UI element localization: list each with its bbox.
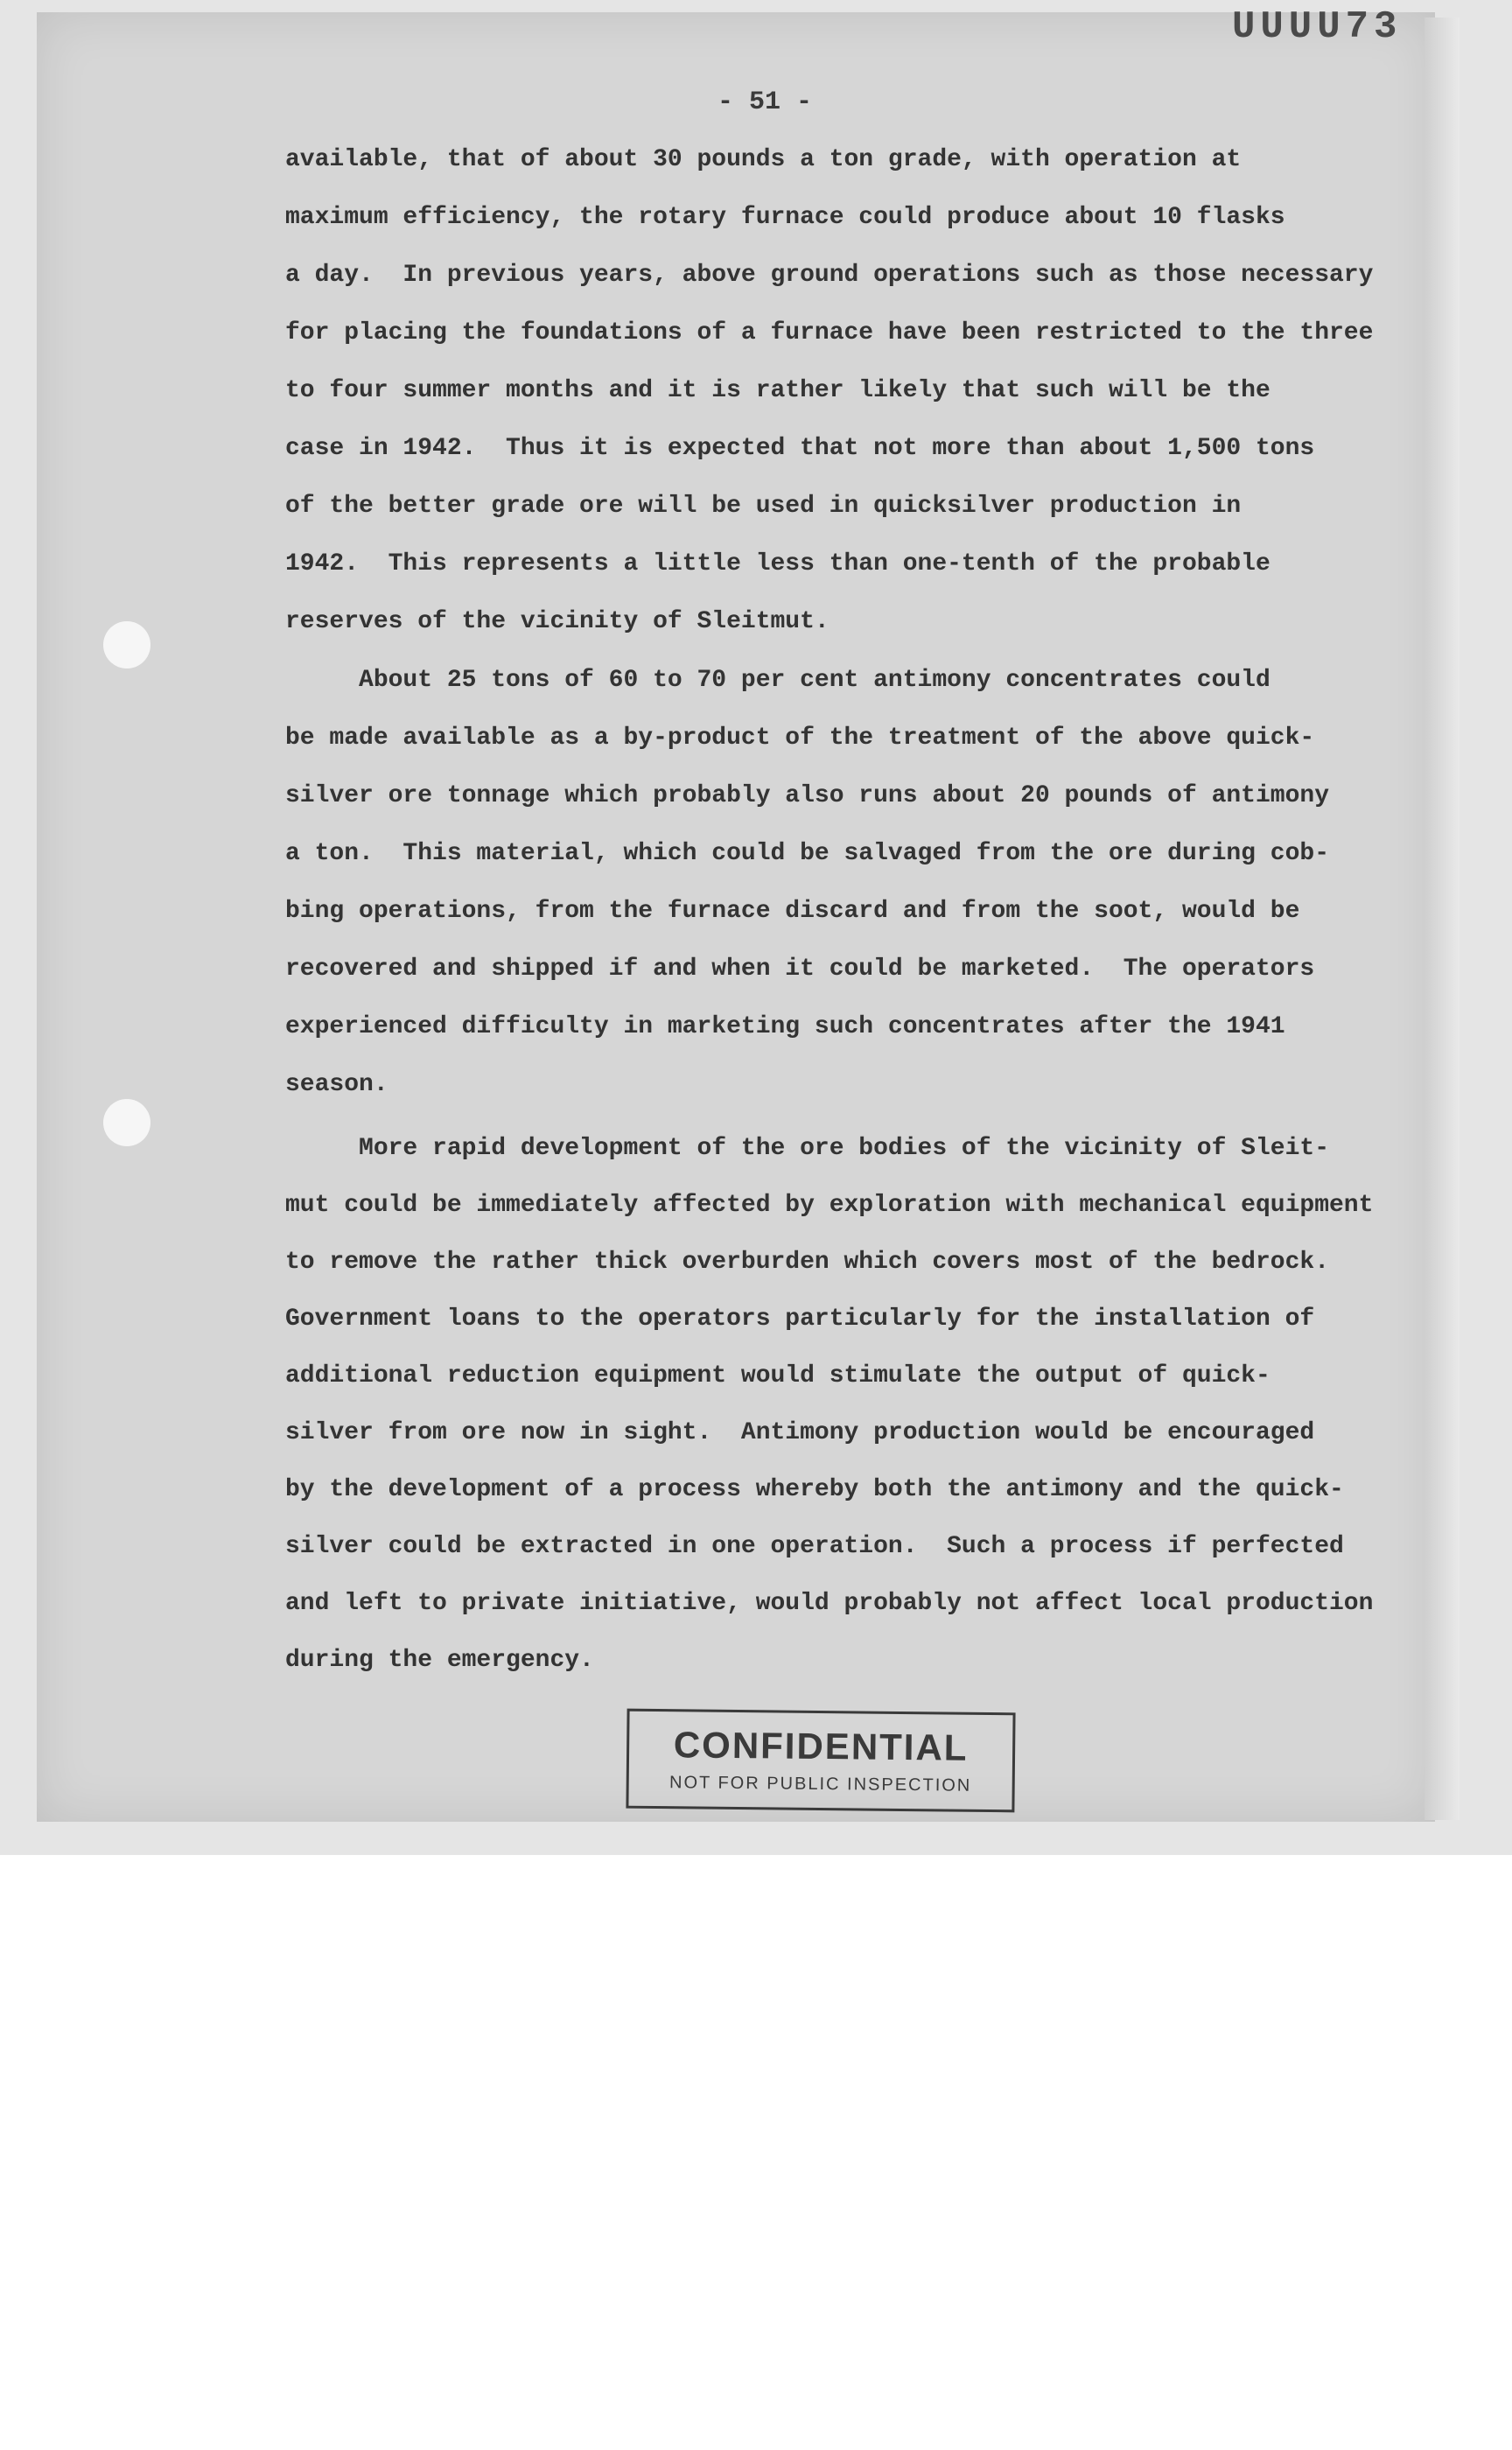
- text-line: recovered and shipped if and when it could be marketed. The operators: [285, 956, 1315, 983]
- text-line: About 25 tons of 60 to 70 per cent antimony concentrates could: [285, 667, 1270, 694]
- text-line: a day. In previous years, above ground operations such as those necessary: [285, 262, 1374, 289]
- text-line: and left to private initiative, would probably not affect local production: [285, 1590, 1374, 1617]
- stamp-title: CONFIDENTIAL: [673, 1724, 969, 1768]
- text-line: by the development of a process whereby both the antimony and the quick-: [285, 1476, 1344, 1503]
- paper-edge: [1424, 18, 1460, 1820]
- paragraph-3: [285, 1120, 1396, 1689]
- text-line: reserves of the vicinity of Sleitmut.: [285, 608, 830, 635]
- text-line: 1942. This represents a little less than one-tenth of the probable: [285, 550, 1270, 578]
- text-line: silver ore tonnage which probably also runs about 20 pounds of antimony: [285, 782, 1329, 809]
- confidential-stamp: [626, 1709, 1015, 1813]
- text-line: of the better grade ore will be used in quicksilver production in: [285, 493, 1242, 520]
- text-line: experienced difficulty in marketing such concentrates after the 1941: [285, 1013, 1285, 1040]
- text-line: silver from ore now in sight. Antimony production would be encouraged: [285, 1419, 1315, 1446]
- text-line: silver could be extracted in one operation. Such a process if perfected: [285, 1533, 1344, 1560]
- text-line: to four summer months and it is rather likely that such will be the: [285, 377, 1270, 404]
- punch-hole: [103, 621, 150, 668]
- text-line: bing operations, from the furnace discard and from the soot, would be: [285, 898, 1300, 925]
- text-line: available, that of about 30 pounds a ton grade, with operation at: [285, 146, 1242, 173]
- text-line: More rapid development of the ore bodies of the vicinity of Sleit-: [285, 1135, 1329, 1162]
- punch-hole: [103, 1099, 150, 1146]
- stamp-subtitle: NOT FOR PUBLIC INSPECTION: [668, 1773, 972, 1796]
- text-line: during the emergency.: [285, 1647, 594, 1674]
- text-line: mut could be immediately affected by exploration with mechanical equipment: [285, 1192, 1374, 1219]
- text-line: season.: [285, 1071, 388, 1098]
- paragraph-1: [285, 131, 1396, 651]
- page-number: - 51 -: [718, 88, 813, 117]
- text-line: be made available as a by-product of the treatment of the above quick-: [285, 724, 1315, 752]
- text-line: Government loans to the operators particularly for the installation of: [285, 1306, 1315, 1333]
- text-line: for placing the foundations of a furnace have been restricted to the three: [285, 319, 1374, 346]
- text-line: to remove the rather thick overburden which covers most of the bedrock.: [285, 1249, 1329, 1276]
- text-line: a ton. This material, which could be salvaged from the ore during cob-: [285, 840, 1329, 867]
- document-number: UUUU73: [1232, 5, 1403, 49]
- text-line: case in 1942. Thus it is expected that not more than about 1,500 tons: [285, 435, 1315, 462]
- text-line: additional reduction equipment would stimulate the output of quick-: [285, 1362, 1270, 1390]
- paragraph-2: [285, 652, 1396, 1114]
- text-line: maximum efficiency, the rotary furnace could produce about 10 flasks: [285, 204, 1285, 231]
